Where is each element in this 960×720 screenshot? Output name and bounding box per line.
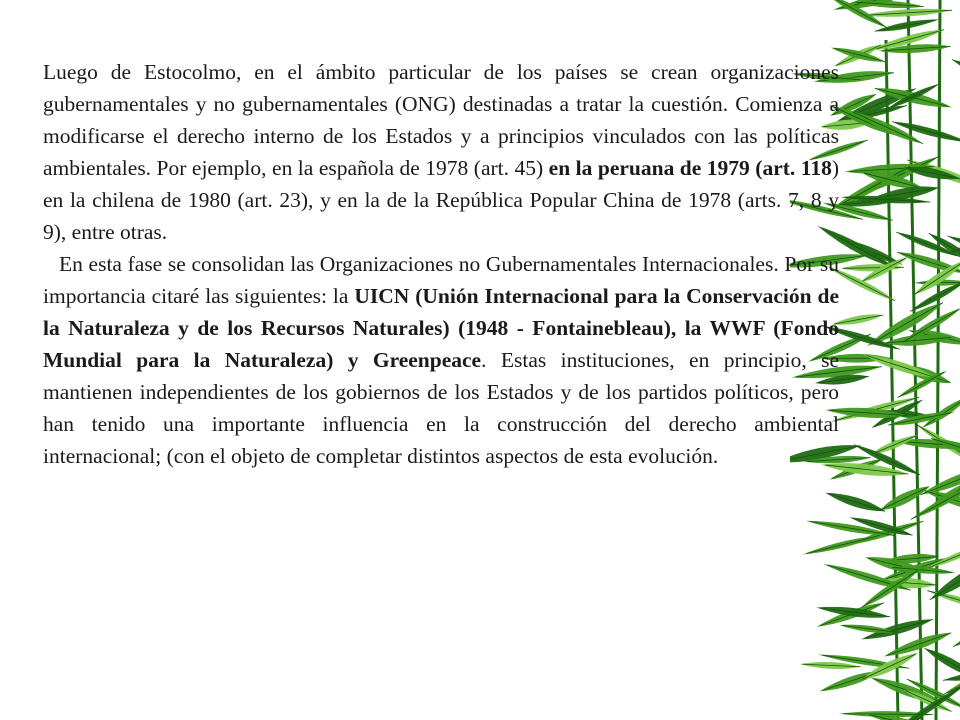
paragraph-2 [43,248,839,472]
bamboo-leaf-vein [863,654,916,679]
bamboo-leaf-vein [953,611,960,646]
bamboo-stem [886,40,898,720]
bamboo-stem [936,0,940,720]
paragraph-1-text-b: ) en la chilena de 1980 (art. 23), y en la de la República Popular China de 1978 (arts. 7, 8 y 9), entre otras. [43,156,840,244]
bamboo-leaf-vein [880,487,927,510]
bamboo-leaf-vein [834,48,885,61]
bamboo-leaf-vein [828,494,885,512]
paragraph-2-text-b: . Estas instituciones, en principio, se mantienen independientes de los gobiernos de los Estados y de los partidos políticos, pero han tenido una importante influencia en la construcción del derecho ambiental internacional; (con el objeto de completar distintos aspectos de esta evolución. [43,348,839,468]
paragraph-1-text-a: Luego de Estocolmo, en el ámbito particular de los países se crean organizaciones gubernamentales y no gubernamentales (ONG) destinadas a tratar la cuestión. Comienza a modificarse el derecho interno de los Estados y a principios vinculados con las políticas ambientales. Por ejemplo, en la española de 1978 (art. 45) [43,60,839,180]
paragraph-1 [43,56,839,248]
paragraph-2-text-a: En esta fase se consolidan las Organizaciones no Gubernamentales Internacionales. Por su importancia citaré las siguientes: la [43,252,839,308]
bamboo-leaf-vein [806,536,877,553]
paragraph-2-bold: UICN (Unión Internacional para la Conservación de la Naturaleza y de los Recursos Naturales) (1948 - Fontainebleau), la WWF (Fondo Mundial para la Naturaleza) y Greenpeace [43,284,839,372]
slide-text [43,56,839,472]
bamboo-leaf [950,55,960,99]
paragraph-1-bold: en la peruana de 1979 (art. 118 [548,156,832,180]
bamboo-stem [908,0,922,720]
